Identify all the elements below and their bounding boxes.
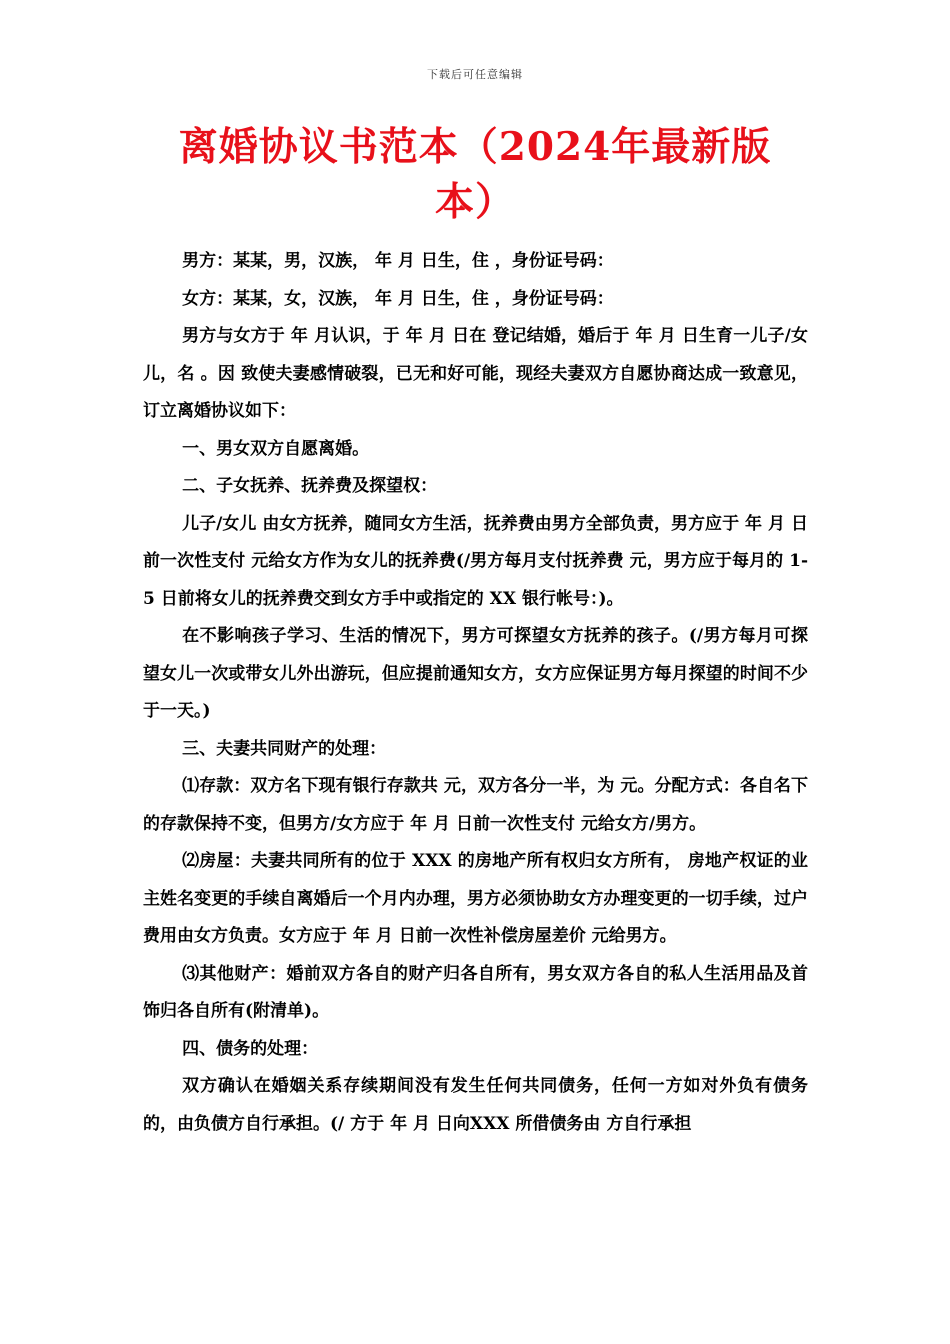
paragraph-custody-support: 儿子/女儿 由女方抚养，随同女方生活，抚养费由男方全部负责，男方应于 年 月 日前一次性支付 元给女方作为女儿的抚养费(/男方每月支付抚养费 元，男方应于每月的 1-5 日前将女儿的抚养费交到女方手中或指定的 XX 银行帐号：)。: [143, 513, 808, 609]
paragraph-visitation: 在不影响孩子学习、生活的情况下，男方可探望女方抚养的孩子。(/男方每月可探望女儿一次或带女儿外出游玩，但应提前通知女方，女方应保证男方每月探望的时间不少于一天。): [143, 626, 808, 721]
section-heading-debts: 四、债务的处理：: [182, 1038, 319, 1059]
paragraph-female-party: 女方：某某，女，汉族， 年 月 日生，住 ，身份证号码：: [182, 288, 614, 309]
paragraph-deposits: ⑴存款：双方名下现有银行存款共 元，双方各分一半，为 元。分配方式：各自名下的存款保持不变，但男方/女方应于 年 月 日前一次性支付 元给女方/男方。: [143, 776, 808, 834]
paragraph-house: ⑵房屋：夫妻共同所有的位于 XXX 的房地产所有权归女方所有， 房地产权证的业主姓名变更的手续自离婚后一个月内办理，男方必须协助女方办理变更的一切手续，过户费用由女方负责。女方应于 年 月 日前一次性补偿房屋差价 元给男方。: [143, 851, 808, 946]
paragraph-other-property: ⑶其他财产：婚前双方各自的财产归各自所有，男女双方各自的私人生活用品及首饰归各自所有(附清单)。: [143, 963, 808, 1021]
section-heading-custody: 二、子女抚养、抚养费及探望权：: [182, 476, 438, 496]
section-heading-divorce: 一、男女双方自愿离婚。: [182, 438, 370, 459]
document-body: [143, 243, 808, 1143]
document-title: 离婚协议书范本（2024年最新版本）: [178, 124, 772, 225]
header-note: 下载后可任意编辑: [427, 68, 523, 81]
paragraph-background: 男方与女方于 年 月认识，于 年 月 日在 登记结婚，婚后于 年 月 日生育一儿子/女儿，名 。因 致使夫妻感情破裂，已无和好可能，现经夫妻双方自愿协商达成一致意见，订立离婚协议如下：: [143, 326, 808, 421]
paragraph-male-party: 男方：某某，男，汉族， 年 月 日生，住 ，身份证号码：: [182, 251, 614, 271]
paragraph-debts: 双方确认在婚姻关系存续期间没有发生任何共同债务，任何一方如对外负有债务的，由负债方自行承担。(/ 方于 年 月 日向XXX 所借债务由 方自行承担: [143, 1076, 808, 1134]
section-heading-property: 三、夫妻共同财产的处理：: [182, 738, 387, 759]
